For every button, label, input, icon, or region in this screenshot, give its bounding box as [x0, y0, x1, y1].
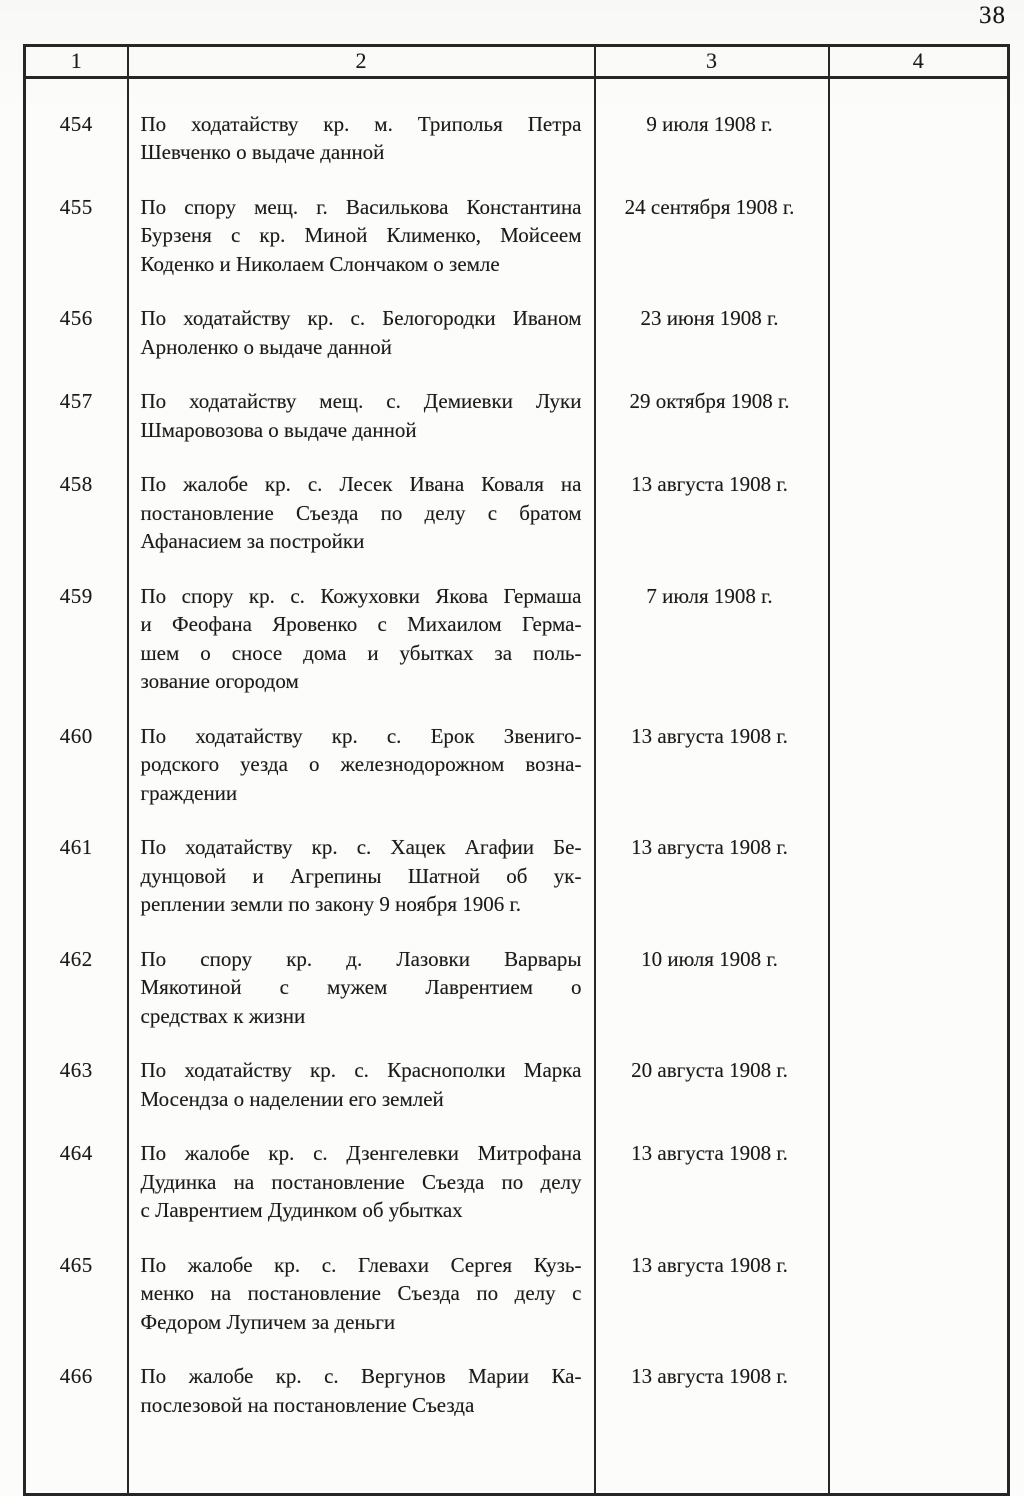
column-header-3: 3: [595, 46, 829, 78]
resolution-cell: [829, 582, 1009, 722]
resolution-cell: [829, 304, 1009, 387]
column-header-1: 1: [25, 46, 128, 78]
column-header-4: 4: [829, 46, 1009, 78]
resolution-cell: [829, 722, 1009, 834]
description-line: По ходатайству кр. с. Краснополки Марка: [140, 1058, 582, 1082]
resolution-cell: [829, 1362, 1009, 1495]
description-line: По спору кр. с. Кожуховки Якова Гермаша: [140, 583, 582, 608]
description-line: По жалобе кр. с. Лесек Ивана Коваля на: [140, 472, 582, 496]
description-line: По ходатайству кр. с. Белогородки Иваном: [140, 306, 582, 330]
case-number: 456: [59, 306, 93, 330]
description-line: Федором Лупичем за деньги: [140, 1309, 396, 1334]
description-line: граждении: [140, 780, 238, 805]
resolution-cell: [829, 387, 1009, 470]
case-date: 13 августа 1908 г.: [595, 833, 829, 945]
case-description: [128, 77, 595, 193]
case-description: [128, 1056, 595, 1139]
table-row: [25, 1362, 1009, 1495]
case-description: [128, 833, 595, 945]
case-number: 459: [59, 583, 93, 608]
case-number: 464: [59, 1141, 93, 1165]
case-date: 13 августа 1908 г.: [595, 1139, 829, 1251]
case-number: 455: [59, 194, 93, 219]
table-row: [25, 387, 1009, 470]
description-line: родского уезда о железнодорожном возна-: [140, 752, 582, 776]
case-description: [128, 304, 595, 387]
case-date: 13 августа 1908 г.: [595, 722, 829, 834]
resolution-cell: [829, 1251, 1009, 1363]
case-date: 13 августа 1908 г.: [595, 1362, 829, 1495]
page-number: 38: [979, 2, 1006, 29]
description-line: Шмаровозова о выдаче данной: [140, 417, 417, 442]
description-line: дунцовой и Агрепины Шатной об ук-: [140, 863, 582, 888]
table-row: [25, 304, 1009, 387]
description-line: Шевченко о выдаче данной: [140, 140, 385, 164]
table-row: [25, 582, 1009, 722]
resolution-cell: [829, 945, 1009, 1057]
case-description: [128, 1139, 595, 1251]
description-line: Мосендза о наделении его землей: [140, 1086, 444, 1111]
case-description: [128, 193, 595, 305]
case-date: 9 июля 1908 г.: [595, 77, 829, 193]
resolution-cell: [829, 1056, 1009, 1139]
column-header-2: 2: [128, 46, 595, 78]
case-number: 462: [59, 946, 93, 971]
resolution-cell: [829, 77, 1009, 193]
case-date: 29 октября 1908 г.: [595, 387, 829, 470]
case-number: 461: [59, 835, 93, 859]
case-date: 23 июня 1908 г.: [595, 304, 829, 387]
case-number: 460: [59, 723, 93, 748]
table-body: [25, 77, 1009, 1495]
table-row: [25, 470, 1009, 582]
resolution-cell: [829, 833, 1009, 945]
description-line: менко на постановление Съезда по делу с: [140, 1281, 582, 1305]
description-line: послезовой на постановление Съезда: [140, 1392, 475, 1417]
resolution-cell: [829, 1139, 1009, 1251]
case-number: 466: [59, 1364, 93, 1388]
description-line: По ходатайству мещ. с. Демиевки Луки: [140, 389, 582, 413]
description-line: Коденко и Николаем Слончаком о земле: [140, 251, 500, 276]
description-line: По жалобе кр. с. Вергунов Марии Ка-: [140, 1364, 582, 1388]
description-line: Арноленко о выдаче данной: [140, 334, 392, 359]
table-row: [25, 77, 1009, 193]
description-line: Бурзеня с кр. Миной Клименко, Мойсеем: [140, 223, 582, 247]
case-description: [128, 1362, 595, 1495]
table-header-row: [25, 46, 1009, 78]
case-date: 10 июля 1908 г.: [595, 945, 829, 1057]
description-line: По спору кр. д. Лазовки Варвары: [140, 946, 582, 971]
description-line: По ходатайству кр. с. Хацек Агафии Бе-: [140, 835, 582, 859]
case-description: [128, 1251, 595, 1363]
case-description: [128, 582, 595, 722]
case-number: 457: [59, 389, 93, 413]
description-line: с Лаврентием Дудинком об убытках: [140, 1198, 463, 1222]
case-date: 24 сентября 1908 г.: [595, 193, 829, 305]
case-description: [128, 470, 595, 582]
description-line: шем о сносе дома и убытках за поль-: [140, 640, 582, 665]
case-description: [128, 387, 595, 470]
table-row: [25, 945, 1009, 1057]
case-number: 454: [59, 111, 93, 136]
case-register-table: [23, 44, 1010, 1496]
description-line: средствах к жизни: [140, 1003, 306, 1028]
table-row: [25, 722, 1009, 834]
table-row: [25, 193, 1009, 305]
description-line: По жалобе кр. с. Глевахи Сергея Кузь-: [140, 1252, 582, 1277]
case-date: 13 августа 1908 г.: [595, 1251, 829, 1363]
resolution-cell: [829, 470, 1009, 582]
case-date: 20 августа 1908 г.: [595, 1056, 829, 1139]
table-row: [25, 833, 1009, 945]
description-line: зование огородом: [140, 669, 299, 693]
case-number: 465: [59, 1252, 93, 1277]
case-description: [128, 722, 595, 834]
case-number: 458: [59, 472, 93, 496]
description-line: По жалобе кр. с. Дзенгелевки Митрофана: [140, 1141, 582, 1165]
description-line: постановление Съезда по делу с братом: [140, 500, 582, 525]
description-line: По ходатайству кр. м. Триполья Петра: [140, 111, 582, 136]
table-row: [25, 1139, 1009, 1251]
case-description: [128, 945, 595, 1057]
table-row: [25, 1056, 1009, 1139]
description-line: Афанасием за постройки: [140, 529, 365, 553]
description-line: и Феофана Яровенко с Михаилом Герма-: [140, 612, 582, 636]
case-number: 463: [59, 1058, 93, 1082]
table-row: [25, 1251, 1009, 1363]
description-line: Дудинка на постановление Съезда по делу: [140, 1169, 582, 1194]
resolution-cell: [829, 193, 1009, 305]
description-line: реплении земли по закону 9 ноября 1906 г.: [140, 892, 522, 916]
case-date: 13 августа 1908 г.: [595, 470, 829, 582]
description-line: Мякотиной с мужем Лаврентием о: [140, 975, 582, 999]
case-date: 7 июля 1908 г.: [595, 582, 829, 722]
description-line: По ходатайству кр. с. Ерок Звениго-: [140, 723, 582, 748]
description-line: По спору мещ. г. Василькова Константина: [140, 194, 582, 219]
